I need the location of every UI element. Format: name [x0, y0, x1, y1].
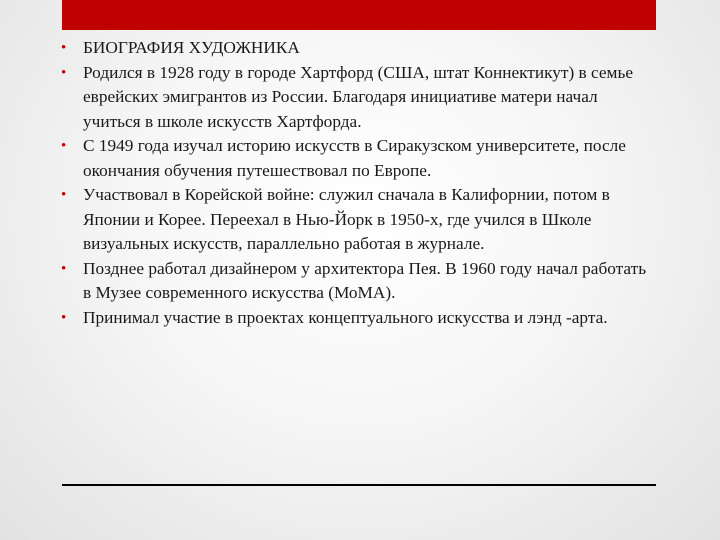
bullet-dot-icon: • [61, 260, 67, 277]
bullet-text: Принимал участие в проектах концептуального искусства и лэнд -арта. [83, 307, 608, 327]
bullet-text: С 1949 года изучал историю искусств в Сиракузском университете, после окончания обучения путешествовал по Европе. [83, 136, 626, 180]
bullet-item [62, 61, 656, 135]
bullet-text: БИОГРАФИЯ ХУДОЖНИКА [83, 38, 300, 57]
bullet-dot-icon: • [61, 187, 67, 203]
bullet-item [62, 257, 656, 306]
footer-divider [62, 484, 656, 486]
bullet-dot-icon: • [61, 309, 67, 326]
bullet-dot-icon: • [61, 64, 67, 81]
bullet-text: Родился в 1928 году в городе Хартфорд (США, штат Коннектикут) в семье еврейских эмигрантов из России. Благодаря инициативе матери начал учиться в школе искусств Хартфорда. [83, 62, 634, 131]
biography-list [62, 36, 656, 330]
header-accent-bar [62, 0, 656, 30]
bullet-dot-icon: • [61, 40, 67, 56]
bullet-item [62, 134, 656, 183]
bullet-text: Позднее работал дизайнером у архитектора Пея. В 1960 году начал работать в Музее современного искусства (МоМА). [83, 258, 647, 302]
bullet-item [62, 306, 656, 331]
bullet-dot-icon: • [61, 138, 67, 154]
bullet-text: Участвовал в Корейской войне: служил сначала в Калифорнии, потом в Японии и Корее. Переехал в Нью-Йорк в 1950-х, где учился в Школе визуальных искусств, параллельно работая в журнале. [83, 185, 610, 253]
bullet-item [62, 183, 656, 257]
slide-content [62, 36, 656, 330]
bullet-item [62, 36, 656, 61]
